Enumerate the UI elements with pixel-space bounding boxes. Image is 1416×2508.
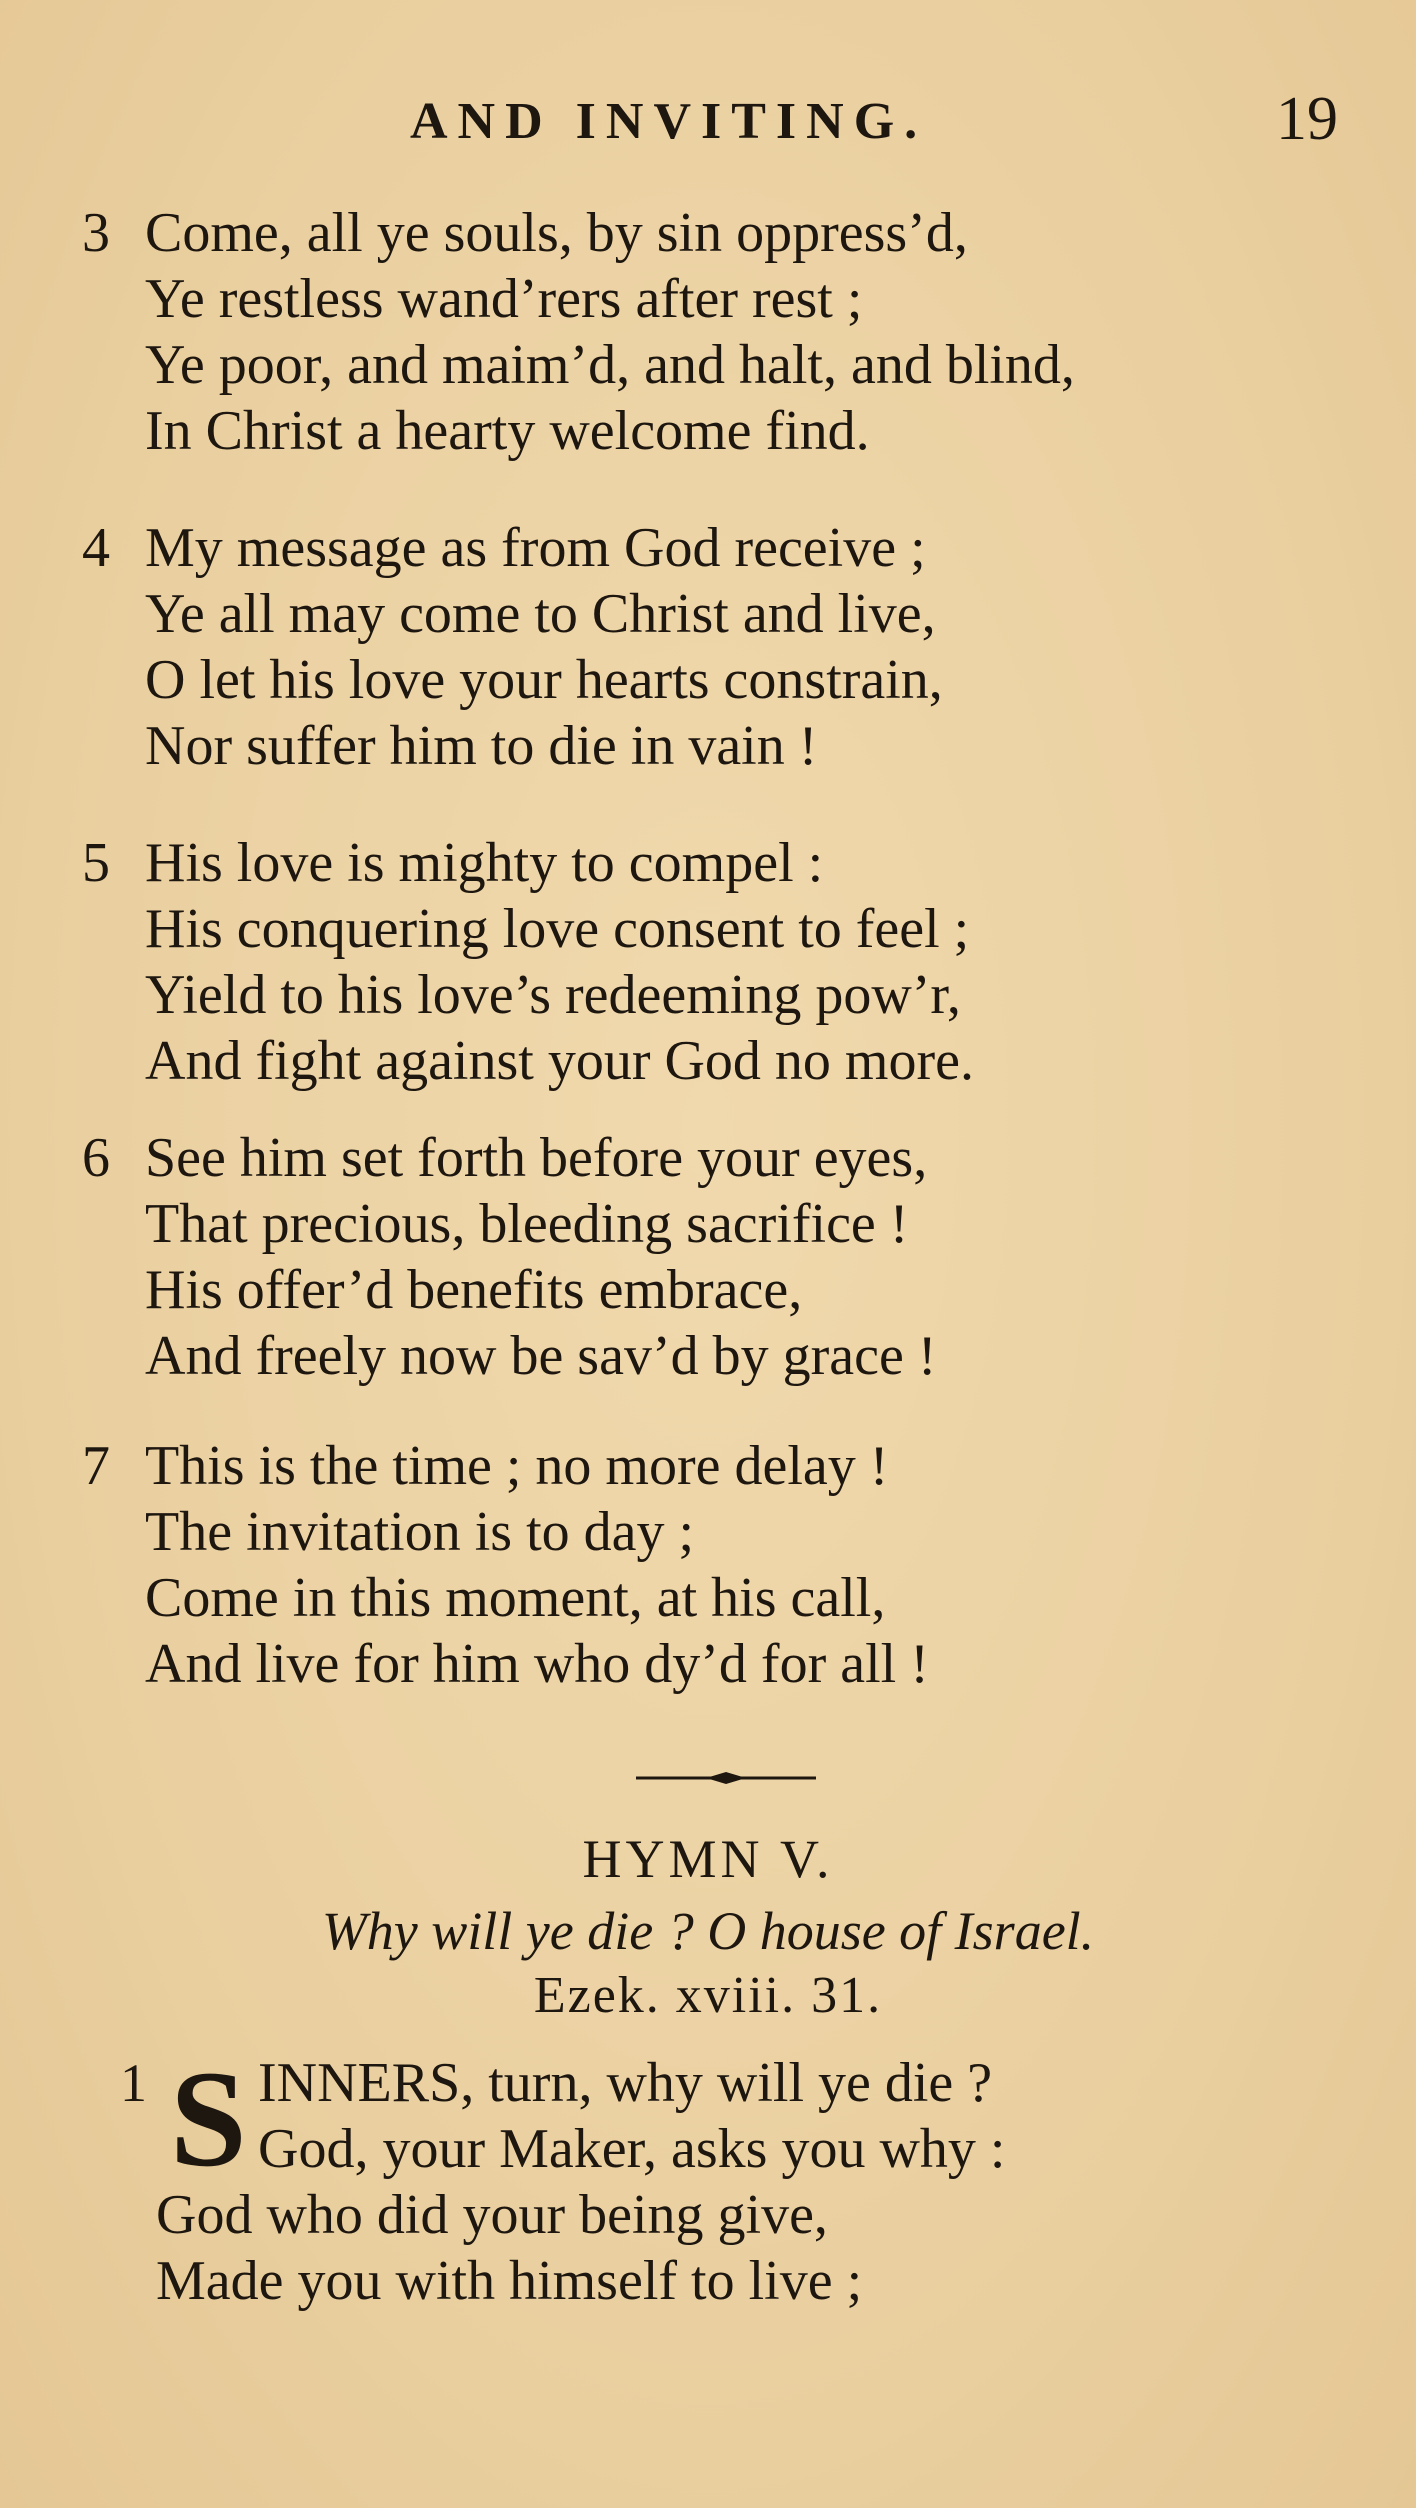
verse-line: That precious, bleeding sacrifice ! xyxy=(145,1193,909,1255)
verse-number: 1 xyxy=(120,2053,147,2113)
verse-line: Come, all ye souls, by sin oppress’d, xyxy=(145,202,968,264)
verse-line: Ye all may come to Christ and live, xyxy=(145,583,936,645)
ornamental-divider-icon xyxy=(636,1771,816,1785)
verse-number: 6 xyxy=(82,1127,110,1189)
verse-line: Ye restless wand’rers after rest ; xyxy=(145,268,863,330)
scripture-reference: Ezek. xviii. 31. xyxy=(533,1967,883,2024)
verse-line: And freely now be sav’d by grace ! xyxy=(145,1325,937,1387)
verse-line: The invitation is to day ; xyxy=(145,1501,695,1563)
verse-number: 4 xyxy=(82,517,110,579)
verse-line: See him set forth before your eyes, xyxy=(145,1127,928,1189)
verse-line: Ye poor, and maim’d, and halt, and blind, xyxy=(145,334,1075,396)
verse-line: This is the time ; no more delay ! xyxy=(145,1435,889,1497)
verse-line: And live for him who dy’d for all ! xyxy=(145,1633,929,1695)
verse-line: Nor suffer him to die in vain ! xyxy=(145,715,818,777)
verse-line: And fight against your God no more. xyxy=(145,1030,974,1092)
verse-number: 3 xyxy=(82,202,110,264)
verse-line: His love is mighty to compel : xyxy=(145,832,824,894)
verse-line: His conquering love consent to feel ; xyxy=(145,898,970,960)
hymn-subtitle: Why will ye die ? O house of Israel. xyxy=(321,1901,1095,1961)
verse-line: O let his love your hearts constrain, xyxy=(145,649,943,711)
verse-line: God, your Maker, asks you why : xyxy=(258,2118,1006,2180)
hymn-title: HYMN V. xyxy=(582,1829,834,1889)
verse-line: My message as from God receive ; xyxy=(145,517,926,579)
drop-cap: S xyxy=(170,2042,247,2195)
verse-line: Yield to his love’s redeeming pow’r, xyxy=(145,964,961,1026)
page-number: 19 xyxy=(1276,85,1338,153)
verse-line: INNERS, turn, why will ye die ? xyxy=(258,2052,993,2114)
verse-line: Come in this moment, at his call, xyxy=(145,1567,886,1629)
verse-line: God who did your being give, xyxy=(156,2184,828,2246)
verse-line: In Christ a hearty welcome find. xyxy=(145,400,870,462)
verse-line: His offer’d benefits embrace, xyxy=(145,1259,803,1321)
verse-number: 5 xyxy=(82,832,110,894)
verse-number: 7 xyxy=(82,1435,110,1497)
running-header: AND INVITING. xyxy=(410,93,928,150)
verse-line: Made you with himself to live ; xyxy=(156,2250,863,2312)
